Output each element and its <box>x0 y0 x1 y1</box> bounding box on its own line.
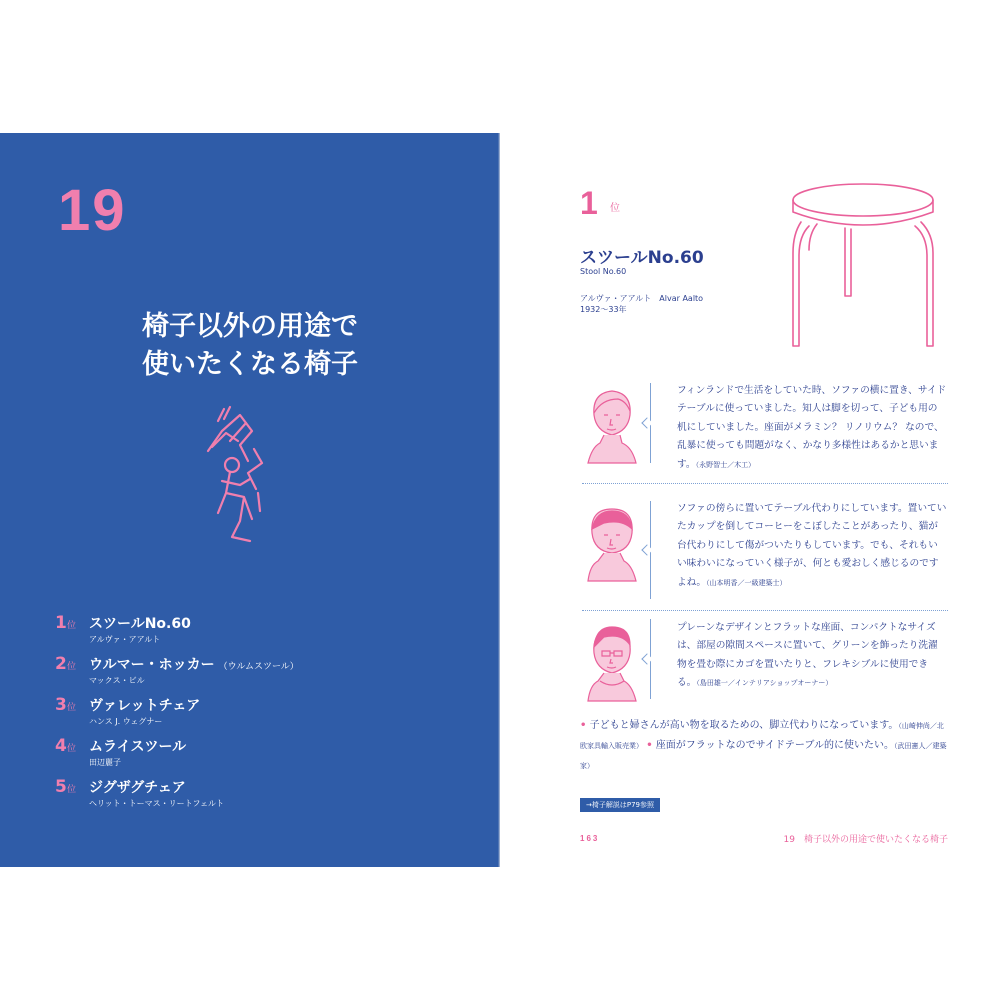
rank-suffix: 位 <box>67 662 77 672</box>
chapter-number: 19 <box>58 178 127 243</box>
zigzag-chair-figure-illustration <box>200 401 280 551</box>
rank-chair-name-text: ムライスツール <box>89 739 187 755</box>
rank-number: 4 <box>55 736 67 756</box>
rank-designer: アルヴァ・アアルト <box>89 635 161 644</box>
rank-designer: 田辺麗子 <box>89 758 121 767</box>
ranking-item-3 <box>55 695 475 736</box>
extra-comments <box>580 716 950 776</box>
reference-label: →椅子解説はP79参照 <box>580 798 660 812</box>
chair-name: スツールNo.60 <box>580 248 704 268</box>
book-spread <box>0 133 1000 867</box>
comment-body: ソファの傍らに置いてテーブル代わりにしています。置いていたカップを倒してコーヒーをこぼしたことがあったり、猫が台代わりにして傷がついたりもしています。でも、それもいい味わいになっていく様子が、何とも愛おしく感じるのですよね。 <box>677 503 947 588</box>
commenter-portrait-icon <box>582 385 640 465</box>
comment-credit: （島田雄一／インテリアショップオーナー） <box>696 679 833 688</box>
comment-bracket <box>650 619 660 699</box>
rank-chair-alias: （ウルムスツール） <box>218 662 299 672</box>
comment-credit: （永野智士／木工） <box>695 460 756 469</box>
rank-chair-name-text: ウルマー・ホッカー <box>89 657 215 673</box>
divider <box>582 483 948 484</box>
rank-suffix: 位 <box>67 621 77 631</box>
running-head: 19 椅子以外の用途で使いたくなる椅子 <box>783 835 948 845</box>
comment-text-1 <box>677 382 947 474</box>
left-page <box>0 133 500 867</box>
page-number: 163 <box>580 834 600 843</box>
rank-chair-name-text: ヴァレットチェア <box>89 698 201 714</box>
rank-number: 2 <box>55 654 67 674</box>
chapter-title-line1: 椅子以外の用途で <box>142 311 358 342</box>
rank-chair-name <box>89 736 186 756</box>
commenter-portrait-icon <box>582 503 640 583</box>
rank-suffix: 位 <box>67 785 77 795</box>
comment-bracket <box>650 501 660 599</box>
right-page <box>500 133 1000 867</box>
ranking-item-2 <box>55 654 475 695</box>
bullet: • <box>580 720 587 731</box>
chair-name-english: Stool No.60 <box>580 267 627 276</box>
rank-chair-name <box>89 654 299 674</box>
ranking-item-5 <box>55 777 475 818</box>
rank-chair-name-text: ジグザグチェア <box>89 780 186 796</box>
chapter-title-line2: 使いたくなる椅子 <box>142 349 358 380</box>
comment-text-2 <box>677 500 947 592</box>
extra-comment-1: 子どもと婦さんが高い物を取るための、脚立代わりになっています。 <box>589 720 899 731</box>
extra-comment-2: 座面がフラットなのでサイドテーブル的に使いたい。 <box>655 740 894 751</box>
rank-chair-name <box>89 777 186 797</box>
divider <box>582 610 948 611</box>
rank-designer: ヘリット・トーマス・リートフェルト <box>89 799 225 808</box>
comment-credit: （山本明香／一級建築士） <box>706 578 787 587</box>
stool-no60-illustration <box>783 178 943 348</box>
chair-year: 1932〜33年 <box>580 305 627 314</box>
rank-number: 3 <box>55 695 67 715</box>
rank-designer: ハンス J. ウェグナー <box>89 717 163 726</box>
ranking-item-4 <box>55 736 475 777</box>
comment-bracket <box>650 383 660 463</box>
rank-designer: マックス・ビル <box>89 676 145 685</box>
rank-suffix: 位 <box>67 744 77 754</box>
rank-suffix: 位 <box>67 703 77 713</box>
rank-chair-name <box>89 695 200 715</box>
rank-number: 1 <box>55 613 67 633</box>
extra-comment-2-credit: （武田憲人／建築家） <box>580 742 947 770</box>
rank-number: 5 <box>55 777 67 797</box>
rank-number-large: 1 <box>580 185 598 221</box>
rank-suffix: 位 <box>610 203 620 214</box>
bullet: • <box>646 740 653 751</box>
rank-chair-name <box>89 613 191 633</box>
ranking-list <box>55 613 475 818</box>
comment-text-3 <box>677 619 947 693</box>
ranking-item-1 <box>55 613 475 654</box>
comment-body: フィンランドで生活をしていた時、ソファの横に置き、サイドテーブルに使っていました。知人は脚を切って、子ども用の机にしていました。座面がメラミン？ リノリウム？ なので、乱暴に使っても問題がなく、かなり多様性はあるかと思います。 <box>677 385 947 470</box>
commenter-portrait-icon <box>582 623 640 703</box>
comment-body: プレーンなデザインとフラットな座面、コンパクトなサイズは、部屋の隙間スペースに置いて、グリーンを飾ったり洗濯物を畳む際にカゴを置いたりと、フレキシブルに使用できる。 <box>677 622 938 689</box>
rank-chair-name-text: スツールNo.60 <box>89 616 191 632</box>
extra-comment-1-credit: （山崎伸尚／北欧家具輸入販売業） <box>580 722 944 750</box>
chair-designer: アルヴァ・アアルト Alvar Aalto <box>580 294 704 303</box>
